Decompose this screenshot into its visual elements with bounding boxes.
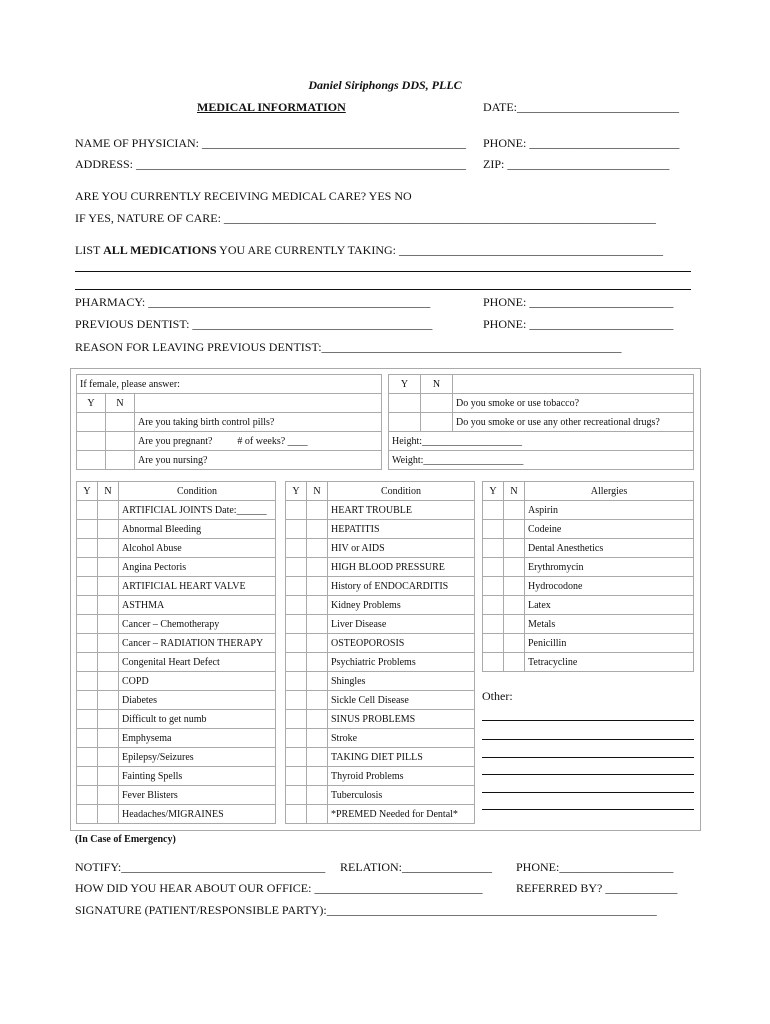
condition-row (286, 558, 475, 577)
condition-row-label: History of ENDOCARDITIS (328, 577, 475, 596)
condition-row-label: Abnormal Bleeding (119, 520, 276, 539)
allergy-row (483, 577, 694, 596)
checkbox-y[interactable] (483, 577, 504, 596)
checkbox-n[interactable] (421, 413, 453, 432)
allergy-row (483, 501, 694, 520)
emergency-label: (In Case of Emergency) (75, 834, 176, 845)
other-allergies-line[interactable] (482, 792, 694, 793)
checkbox-n[interactable] (307, 767, 328, 786)
checkbox-n[interactable] (106, 451, 135, 470)
checkbox-n[interactable] (421, 394, 453, 413)
hear-about-field[interactable]: HOW DID YOU HEAR ABOUT OUR OFFICE: ____________________________ (75, 881, 483, 895)
checkbox-n[interactable] (504, 596, 525, 615)
condition-row-label: ASTHMA (119, 596, 276, 615)
medications-line-2[interactable] (75, 271, 691, 272)
checkbox-y[interactable] (77, 520, 98, 539)
condition-row-label: Sickle Cell Disease (328, 691, 475, 710)
checkbox-y[interactable] (286, 710, 307, 729)
allergy-row (483, 634, 694, 653)
checkbox-y[interactable] (286, 691, 307, 710)
checkbox-n[interactable] (504, 520, 525, 539)
checkbox-n[interactable] (307, 539, 328, 558)
condition-row-label: Congenital Heart Defect (119, 653, 276, 672)
medications-field[interactable] (75, 243, 663, 258)
checkbox-y[interactable] (286, 520, 307, 539)
allergy-row (483, 539, 694, 558)
smoke-table (388, 374, 694, 470)
height-field[interactable]: Height:____________________ (389, 432, 694, 451)
checkbox-y[interactable] (286, 805, 307, 824)
medical-care-question[interactable]: ARE YOU CURRENTLY RECEIVING MEDICAL CARE? YES NO (75, 189, 412, 203)
condition-row (77, 653, 276, 672)
condition-row-label: HIV or AIDS (328, 539, 475, 558)
allergies-header: Allergies (525, 482, 694, 501)
practice-name: Daniel Siriphongs DDS, PLLC (308, 78, 462, 92)
checkbox-n[interactable] (106, 432, 135, 451)
condition-row (77, 577, 276, 596)
checkbox-n[interactable] (504, 577, 525, 596)
conditions-table-b (285, 481, 475, 824)
checkbox-n[interactable] (307, 577, 328, 596)
checkbox-y[interactable] (286, 786, 307, 805)
checkbox-y[interactable] (389, 394, 421, 413)
female-header: If female, please answer: (77, 375, 382, 394)
allergy-row-label: Codeine (525, 520, 694, 539)
condition-row (286, 786, 475, 805)
checkbox-n[interactable] (504, 558, 525, 577)
checkbox-n[interactable] (98, 672, 119, 691)
allergy-row (483, 596, 694, 615)
condition-row (77, 596, 276, 615)
checkbox-n[interactable] (98, 501, 119, 520)
checkbox-n[interactable] (98, 634, 119, 653)
condition-row (286, 501, 475, 520)
checkbox-y[interactable] (286, 672, 307, 691)
condition-row (77, 805, 276, 824)
checkbox-n[interactable] (98, 558, 119, 577)
female-n-header: N (106, 394, 135, 413)
condition-row-label: COPD (119, 672, 276, 691)
condition-row-label: TAKING DIET PILLS (328, 748, 475, 767)
reason-leaving-field[interactable]: REASON FOR LEAVING PREVIOUS DENTIST:__________________________________________________ (75, 340, 622, 354)
conditions-table-a (76, 481, 276, 824)
condition-row-label: OSTEOPOROSIS (328, 634, 475, 653)
checkbox-y[interactable] (286, 558, 307, 577)
condition-row (77, 672, 276, 691)
checkbox-n[interactable] (504, 501, 525, 520)
birth-control-question: Are you taking birth control pills? (135, 413, 382, 432)
condition-row-label: HEPATITIS (328, 520, 475, 539)
address-field[interactable]: ADDRESS: _______________________________________________________ (75, 157, 467, 171)
condition-row (286, 520, 475, 539)
checkbox-n[interactable] (98, 520, 119, 539)
physician-phone-field[interactable]: PHONE: _________________________ (483, 136, 680, 150)
condition-row-label: Tuberculosis (328, 786, 475, 805)
condition-row (286, 634, 475, 653)
checkbox-n[interactable] (307, 634, 328, 653)
checkbox-y[interactable] (77, 577, 98, 596)
checkbox-y[interactable] (483, 596, 504, 615)
condition-row (286, 653, 475, 672)
checkbox-y[interactable] (286, 634, 307, 653)
condition-row (77, 634, 276, 653)
condition-row-label: Headaches/MIGRAINES (119, 805, 276, 824)
condition-row (77, 748, 276, 767)
allergy-row-label: Tetracycline (525, 653, 694, 672)
medications-line-3[interactable] (75, 289, 691, 290)
smoke-n-header: N (421, 375, 453, 394)
zip-field[interactable]: ZIP: ___________________________ (483, 157, 670, 171)
allergy-row (483, 615, 694, 634)
checkbox-y[interactable] (77, 710, 98, 729)
female-y-header: Y (77, 394, 106, 413)
checkbox-n[interactable] (307, 501, 328, 520)
condition-row (77, 539, 276, 558)
condition-row-label: Angina Pectoris (119, 558, 276, 577)
checkbox-y[interactable] (77, 451, 106, 470)
female-blank (135, 394, 382, 413)
referred-by-field[interactable]: REFERRED BY? ____________ (516, 881, 678, 895)
checkbox-y[interactable] (77, 786, 98, 805)
allergy-row-label: Metals (525, 615, 694, 634)
other-allergies-line[interactable] (482, 757, 694, 758)
checkbox-y[interactable] (286, 729, 307, 748)
condition-row (286, 615, 475, 634)
allergies-table (482, 481, 694, 672)
checkbox-y[interactable] (286, 577, 307, 596)
checkbox-n[interactable] (98, 577, 119, 596)
checkbox-n[interactable] (98, 748, 119, 767)
checkbox-n[interactable] (98, 767, 119, 786)
checkbox-n[interactable] (307, 672, 328, 691)
medications-suffix: YOU ARE CURRENTLY TAKING: ____________________________________________ (216, 243, 663, 257)
checkbox-n[interactable] (98, 539, 119, 558)
checkbox-n[interactable] (307, 729, 328, 748)
condition-row (286, 710, 475, 729)
col-n-header: N (98, 482, 119, 501)
checkbox-n[interactable] (504, 653, 525, 672)
checkbox-y[interactable] (77, 615, 98, 634)
nature-of-care-field[interactable]: IF YES, NATURE OF CARE: ________________________________________________________________________ (75, 211, 656, 225)
checkbox-n[interactable] (307, 520, 328, 539)
checkbox-y[interactable] (77, 691, 98, 710)
condition-row (77, 767, 276, 786)
condition-row-label: Kidney Problems (328, 596, 475, 615)
checkbox-n[interactable] (98, 596, 119, 615)
other-allergies-line[interactable] (482, 720, 694, 721)
condition-row (77, 558, 276, 577)
checkbox-y[interactable] (483, 634, 504, 653)
checkbox-y[interactable] (483, 653, 504, 672)
condition-row (77, 786, 276, 805)
checkbox-y[interactable] (483, 520, 504, 539)
condition-row (286, 748, 475, 767)
checkbox-n[interactable] (98, 805, 119, 824)
condition-row-label: HEART TROUBLE (328, 501, 475, 520)
checkbox-y[interactable] (286, 767, 307, 786)
checkbox-y[interactable] (77, 539, 98, 558)
condition-row (77, 691, 276, 710)
checkbox-y[interactable] (483, 539, 504, 558)
checkbox-y[interactable] (286, 748, 307, 767)
checkbox-y[interactable] (77, 729, 98, 748)
condition-row (286, 805, 475, 824)
previous-dentist-field[interactable]: PREVIOUS DENTIST: ________________________________________ (75, 317, 433, 331)
checkbox-n[interactable] (98, 710, 119, 729)
condition-row-label: Fever Blisters (119, 786, 276, 805)
pregnant-question[interactable] (135, 432, 382, 451)
female-table (76, 374, 382, 470)
checkbox-n[interactable] (98, 615, 119, 634)
checkbox-n[interactable] (504, 539, 525, 558)
checkbox-n[interactable] (307, 691, 328, 710)
condition-row (286, 691, 475, 710)
signature-field[interactable]: SIGNATURE (PATIENT/RESPONSIBLE PARTY):_______________________________________________________ (75, 903, 657, 917)
checkbox-n[interactable] (307, 558, 328, 577)
condition-header: Condition (119, 482, 276, 501)
condition-row (286, 672, 475, 691)
nursing-question: Are you nursing? (135, 451, 382, 470)
checkbox-n[interactable] (307, 786, 328, 805)
checkbox-y[interactable] (77, 596, 98, 615)
checkbox-n[interactable] (98, 691, 119, 710)
col-y-header: Y (77, 482, 98, 501)
checkbox-y[interactable] (77, 501, 98, 520)
checkbox-y[interactable] (77, 432, 106, 451)
checkbox-y[interactable] (483, 615, 504, 634)
date-field[interactable]: DATE:___________________________ (483, 100, 679, 114)
checkbox-y[interactable] (77, 748, 98, 767)
checkbox-n[interactable] (98, 786, 119, 805)
condition-row-label: Stroke (328, 729, 475, 748)
weeks-field: # of weeks? ____ (237, 435, 308, 447)
allergy-row (483, 653, 694, 672)
checkbox-y[interactable] (286, 615, 307, 634)
allergy-row (483, 558, 694, 577)
other-allergies-line[interactable] (482, 774, 694, 775)
checkbox-y[interactable] (286, 501, 307, 520)
col-n-header: N (307, 482, 328, 501)
condition-row-label: Thyroid Problems (328, 767, 475, 786)
condition-row (286, 767, 475, 786)
condition-row (77, 710, 276, 729)
condition-row-label: Shingles (328, 672, 475, 691)
condition-row-label: Diabetes (119, 691, 276, 710)
drugs-question: Do you smoke or use any other recreational drugs? (453, 413, 694, 432)
condition-row (286, 577, 475, 596)
checkbox-n[interactable] (307, 805, 328, 824)
condition-row-label: Fainting Spells (119, 767, 276, 786)
condition-row (77, 520, 276, 539)
pharmacy-phone-field[interactable]: PHONE: ________________________ (483, 295, 674, 309)
relation-field[interactable]: RELATION:_______________ (340, 860, 492, 874)
notify-field[interactable]: NOTIFY:__________________________________ (75, 860, 326, 874)
col-y-header: Y (286, 482, 307, 501)
checkbox-y[interactable] (483, 501, 504, 520)
other-allergies-line[interactable] (482, 739, 694, 740)
pregnant-label: Are you pregnant? (138, 435, 213, 447)
checkbox-y[interactable] (77, 413, 106, 432)
col-n-header: N (504, 482, 525, 501)
checkbox-n[interactable] (98, 729, 119, 748)
checkbox-y[interactable] (77, 805, 98, 824)
checkbox-y[interactable] (286, 539, 307, 558)
checkbox-n[interactable] (307, 615, 328, 634)
checkbox-n[interactable] (504, 634, 525, 653)
condition-row (286, 596, 475, 615)
condition-row-label: SINUS PROBLEMS (328, 710, 475, 729)
weight-field[interactable]: Weight:____________________ (389, 451, 694, 470)
condition-row-label: Cancer – Chemotherapy (119, 615, 276, 634)
allergy-row-label: Hydrocodone (525, 577, 694, 596)
checkbox-y[interactable] (77, 767, 98, 786)
condition-row-label: Psychiatric Problems (328, 653, 475, 672)
condition-row (286, 539, 475, 558)
condition-row-label: Alcohol Abuse (119, 539, 276, 558)
condition-header: Condition (328, 482, 475, 501)
condition-row-label: HIGH BLOOD PRESSURE (328, 558, 475, 577)
allergy-row-label: Dental Anesthetics (525, 539, 694, 558)
checkbox-n[interactable] (307, 748, 328, 767)
previous-dentist-phone-field[interactable]: PHONE: ________________________ (483, 317, 674, 331)
condition-row (77, 615, 276, 634)
medications-bold: ALL MEDICATIONS (103, 243, 217, 257)
condition-row (77, 501, 276, 520)
condition-row-label: Cancer – RADIATION THERAPY (119, 634, 276, 653)
other-allergies-line[interactable] (482, 809, 694, 810)
checkbox-y[interactable] (77, 558, 98, 577)
checkbox-y[interactable] (77, 634, 98, 653)
checkbox-y[interactable] (77, 672, 98, 691)
checkbox-n[interactable] (98, 653, 119, 672)
condition-row (77, 729, 276, 748)
other-allergies-label: Other: (482, 689, 513, 703)
checkbox-n[interactable] (307, 653, 328, 672)
medications-prefix: LIST (75, 243, 104, 257)
checkbox-y[interactable] (286, 653, 307, 672)
checkbox-n[interactable] (307, 710, 328, 729)
condition-row-label: ARTIFICIAL JOINTS Date:______ (119, 501, 276, 520)
condition-row-label: Epilepsy/Seizures (119, 748, 276, 767)
checkbox-y[interactable] (389, 413, 421, 432)
allergy-row-label: Erythromycin (525, 558, 694, 577)
checkbox-n[interactable] (307, 596, 328, 615)
pharmacy-field[interactable]: PHARMACY: _______________________________________________ (75, 295, 431, 309)
checkbox-y[interactable] (483, 558, 504, 577)
condition-row-label: Difficult to get numb (119, 710, 276, 729)
condition-row (286, 729, 475, 748)
allergy-row-label: Latex (525, 596, 694, 615)
condition-row-label: *PREMED Needed for Dental* (328, 805, 475, 824)
smoke-y-header: Y (389, 375, 421, 394)
condition-row-label: ARTIFICIAL HEART VALVE (119, 577, 276, 596)
form-title: MEDICAL INFORMATION (197, 100, 346, 114)
checkbox-y[interactable] (77, 653, 98, 672)
condition-row-label: Liver Disease (328, 615, 475, 634)
checkbox-y[interactable] (286, 596, 307, 615)
smoke-blank (453, 375, 694, 394)
physician-name-field[interactable]: NAME OF PHYSICIAN: ____________________________________________ (75, 136, 467, 150)
emergency-phone-field[interactable]: PHONE:___________________ (516, 860, 674, 874)
allergy-row-label: Aspirin (525, 501, 694, 520)
col-y-header: Y (483, 482, 504, 501)
tobacco-question: Do you smoke or use tobacco? (453, 394, 694, 413)
allergy-row-label: Penicillin (525, 634, 694, 653)
allergy-row (483, 520, 694, 539)
checkbox-n[interactable] (106, 413, 135, 432)
condition-row-label: Emphysema (119, 729, 276, 748)
checkbox-n[interactable] (504, 615, 525, 634)
